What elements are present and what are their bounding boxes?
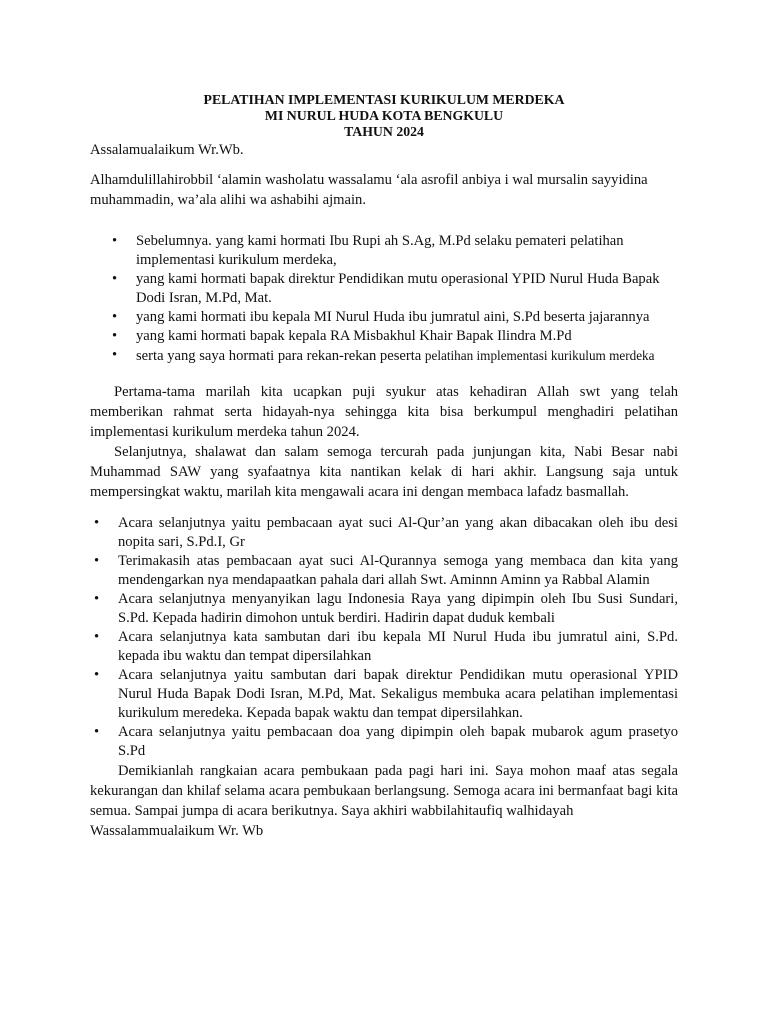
list-item: • yang kami hormati bapak kepala RA Misbakhul Khair Bapak Ilindra M.Pd <box>136 327 678 346</box>
closing-paragraph: Demikianlah rangkaian acara pembukaan pada pagi hari ini. Saya mohon maaf atas segala kekurangan dan khilaf selama acara pembukaan berlangsung. Semoga acara ini bermanfaat bagi kita semua. Sampai jumpa di acara berikutnya. Saya akhiri wabbilahitaufiq walhidayah <box>90 763 678 819</box>
list-item: • yang kami hormati ibu kepala MI Nurul Huda ibu jumratul aini, S.Pd beserta jajarannya <box>136 308 678 327</box>
list-item: • Acara selanjutnya menyanyikan lagu Indonesia Raya yang dipimpin oleh Ibu Susi Sundari, S.Pd. Kepada hadirin dimohon untuk berdiri. Hadirin dapat duduk kembali <box>118 590 678 628</box>
list-item: • yang kami hormati bapak direktur Pendidikan mutu operasional YPID Nurul Huda Bapak Dodi Isran, M.Pd, Mat. <box>136 270 678 308</box>
opening-paragraph: Pertama-tama marilah kita ucapkan puji syukur atas kehadiran Allah swt yang telah memberikan rahmat serta hidayah-nya sehingga kita bisa berkumpul menghadiri pelatihan implementasi kurikulum merdeka tahun 2024. <box>90 384 678 440</box>
honorifics-list <box>90 232 678 366</box>
document-body <box>90 92 678 841</box>
document-title <box>90 92 678 140</box>
list-item: • Acara selanjutnya yaitu pembacaan ayat suci Al-Qur’an yang akan dibacakan oleh ibu desi nopita sari, S.Pd.I, Gr <box>118 514 678 552</box>
list-item: • Acara selanjutnya kata sambutan dari ibu kepala MI Nurul Huda ibu jumratul aini, S.Pd. kepada ibu waktu dan tempat dipersilahkan <box>118 628 678 666</box>
title-line-2: MI NURUL HUDA KOTA BENGKULU <box>264 108 504 123</box>
list-item: • Sebelumnya. yang kami hormati Ibu Rupi ah S.Ag, M.Pd selaku pemateri pelatihan implementasi kurikulum merdeka, <box>136 232 678 270</box>
list-item: • Acara selanjutnya yaitu sambutan dari bapak direktur Pendidikan mutu operasional YPID Nurul Huda Bapak Dodi Isran, M.Pd, Mat. Sekaligus membuka acara pelatihan implementasi kurikulum meredeka. Kepada bapak waktu dan tempat dipersilahkan. <box>118 666 678 723</box>
intro-paragraph: Alhamdulillahirobbil ‘alamin washolatu wassalamu ‘ala asrofil anbiya i wal mursalin sayyidina muhammadin, wa’ala alihi wa ashabihi ajmain. <box>90 172 648 208</box>
list-item <box>136 346 678 366</box>
agenda-list <box>90 514 678 761</box>
title-line-1: PELATIHAN IMPLEMENTASI KURIKULUM MERDEKA <box>203 92 565 107</box>
list-item-tail: pelatihan implementasi kurikulum merdeka <box>424 348 655 363</box>
shalawat-paragraph: Selanjutnya, shalawat dan salam semoga tercurah pada junjungan kita, Nabi Besar nabi Muhammad SAW yang syafaatnya kita nantikan kelak di hari akhir. Langsung saja untuk mempersingkat waktu, marilah kita mengawali acara ini dengan membaca lafadz basmallah. <box>90 444 678 500</box>
list-item: • Acara selanjutnya yaitu pembacaan doa yang dipimpin oleh bapak mubarok agum prasetyo S.Pd <box>118 723 678 761</box>
title-line-3: TAHUN 2024 <box>344 124 424 139</box>
greeting: Assalamualaikum Wr.Wb. <box>90 142 244 158</box>
list-item-lead: serta yang saya hormati para rekan-rekan peserta <box>136 348 425 364</box>
signoff: Wassalammualaikum Wr. Wb <box>90 823 264 839</box>
list-item: • Terimakasih atas pembacaan ayat suci Al-Qurannya semoga yang membaca dan kita yang mendengarkan nya mendapaatkan pahala dari allah Swt. Aminnn Aminn ya Rabbal Alamin <box>118 552 678 590</box>
